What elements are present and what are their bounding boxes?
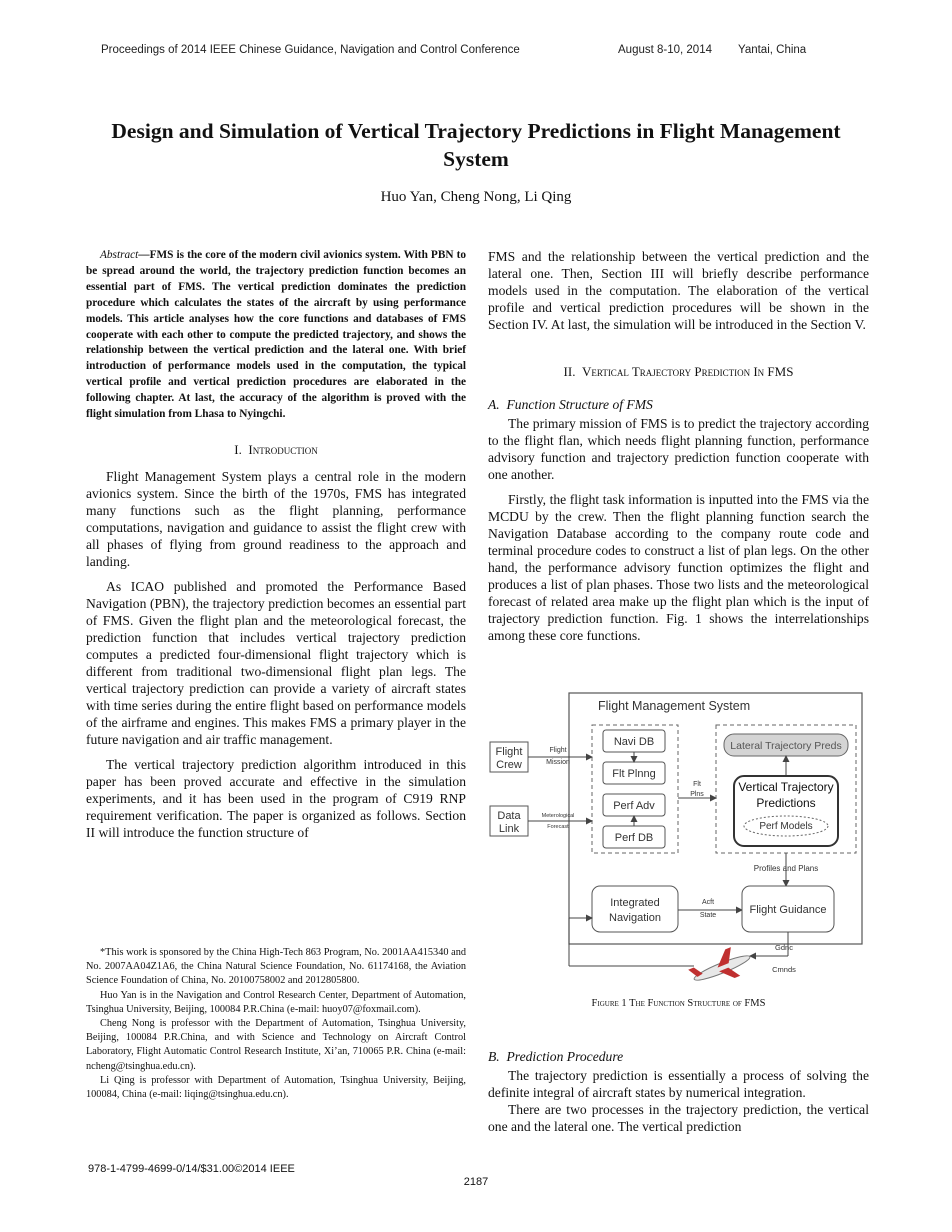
acft-state-label-1: Acft xyxy=(701,899,715,906)
subsection-a-body xyxy=(488,415,869,644)
footnote-author-2: Cheng Nong is professor with the Department of Automation, Tsinghua University, Beijing, 100084 P.R.China, and with Science and Technology on Aircraft Control Laboratory, Flight Automatic Control Research Institute, Xi’an, 710065 P.R. China (e-mail: ncheng@tsinghua.edu.cn). xyxy=(86,1018,466,1072)
meteorological-label-1: Meterological xyxy=(541,813,575,819)
page-number: 2187 xyxy=(463,1176,489,1188)
intro-paragraph-1: Flight Management System plays a central role in the modern avionics system. Since the birth of the 1970s, FMS has integrated many functions such as the flight planning, performance computations, navigation and guidance to assist the flight crew with all phases of flying from ground readiness to the approach and landing. xyxy=(86,468,466,569)
fms-function-structure-diagram xyxy=(488,688,869,988)
data-link-label-2: Link xyxy=(498,823,520,835)
meteorological-label-2: Forecast xyxy=(547,824,569,830)
intro-paragraph-2: As ICAO published and promoted the Performance Based Navigation (PBN), the trajectory prediction becomes an essential part of FMS. Given the flight plan and the meteorological forecast, the prediction function that includes vertical trajectory prediction computes a predicted four-dimensional flight trajectory which is different from traditional two-dimensional flight plan legs. The vertical trajectory prediction can provide a variety of aircraft states with time series during the entire flight based on performance models of the airframe and engines. This makes FMS a primary player in the future navigation and air traffic management. xyxy=(86,578,466,747)
conference-location: Yantai, China xyxy=(738,44,807,56)
integrated-navigation-label-2: Navigation xyxy=(609,912,661,924)
vertical-preds-label-1: Vertical Trajectory xyxy=(738,780,834,794)
subsection-a-paragraph-2: Firstly, the flight task information is inputted into the FMS via the MCDU by the crew. Then the flight planning function search the Navigation Database according to the company route code and terminal procedure codes to construct a list of plan legs. On the other hand, the performance advisory function optimizes the flight and produces a list of plan phases. Those two lists and the meteorological forecast of related area make up the flight plan which is the input of trajectory prediction function. Fig. 1 shows the interrelationships among these core functions. xyxy=(488,492,869,643)
abstract-label: Abstract xyxy=(100,249,139,261)
perf-db-label: Perf DB xyxy=(614,832,654,844)
integrated-navigation-box xyxy=(592,886,678,932)
conference-name: Proceedings of 2014 IEEE Chinese Guidance, Navigation and Control Conference xyxy=(101,44,520,56)
vertical-preds-label-2: Predictions xyxy=(756,796,816,810)
flt-plns-label-1: Flt xyxy=(693,781,701,788)
footnotes xyxy=(86,946,466,1102)
subsection-a-paragraph-1: The primary mission of FMS is to predict the trajectory according to the flight flan, which needs flight planning function, performance advisory function and trajectory prediction function cooperate with one another. xyxy=(488,416,869,482)
footnote-funding: *This work is sponsored by the China High-Tech 863 Program, No. 2001AA415340 and No. 2007AA04Z1A6, the China Natural Science Foundation, No. 61174168, the Aviation Science Foundation of China, No. 20100758002 and 2012805800. xyxy=(86,947,466,987)
subsection-b-paragraph-2: There are two processes in the trajectory prediction, the vertical one and the lateral one. The vertical prediction xyxy=(488,1102,869,1134)
aircraft-icon xyxy=(686,942,755,988)
footnote-author-1: Huo Yan is in the Navigation and Control Research Center, Department of Automation, Tsinghua University, Beijing, 100084 P.R.China (e-mail: huoy07@foxmail.com). xyxy=(86,989,466,1015)
copyright-notice: 978-1-4799-4699-0/14/$31.00©2014 IEEE xyxy=(88,1163,295,1175)
navi-db-label: Navi DB xyxy=(613,736,655,748)
left-column xyxy=(86,248,466,841)
subsection-heading-a: A. Function Structure of FMS xyxy=(488,397,653,412)
flight-mission-label-2: Mission xyxy=(546,759,570,766)
profiles-plans-label: Profiles and Plans xyxy=(753,864,819,873)
intro-continuation: FMS and the relationship between the vertical prediction and the lateral one. Then, Section III will briefly describe performance models used in the computation. The elaboration of the vertical profile and vertical prediction procedures will be shown in the Section IV. At last, the simulation will be introduced in the Section V. xyxy=(488,249,869,332)
section-heading-intro: I. Introduction xyxy=(234,441,318,457)
flight-crew-label-1: Flight xyxy=(495,746,523,758)
subsection-b-paragraph-1: The trajectory prediction is essentially a process of solving the definite integral of aircraft states by numerical integration. xyxy=(488,1068,869,1100)
flt-plns-label-2: Plns xyxy=(690,791,704,798)
paper-authors: Huo Yan, Cheng Nong, Li Qing xyxy=(380,189,572,205)
section-heading-ii: II. Vertical Trajectory Prediction In FMS xyxy=(563,364,794,379)
guidance-commands-label-2: Cmnds xyxy=(772,965,796,974)
abstract xyxy=(86,248,466,423)
conference-date: August 8-10, 2014 xyxy=(618,44,712,56)
flight-mission-label-1: Flight xyxy=(549,747,567,754)
intro-body xyxy=(86,468,466,841)
fms-title: Flight Management System xyxy=(598,699,751,713)
figure-caption: Figure 1 The Function Structure of FMS xyxy=(591,998,766,1009)
guidance-commands-label-1: Gdnc xyxy=(775,943,793,952)
intro-paragraph-3: The vertical trajectory prediction algorithm introduced in this paper has been proved accurate and effective in the simulation experiments, and it has been used in the program of C919 RNP requirement verification. The paper is organized as follows. Section II will introduce the function structure of xyxy=(86,756,466,840)
data-link-label-1: Data xyxy=(497,810,521,822)
acft-state-label-2: State xyxy=(699,912,717,919)
subsection-heading-b: B. Prediction Procedure xyxy=(488,1049,624,1064)
integrated-navigation-label-1: Integrated xyxy=(610,897,660,909)
right-column xyxy=(488,248,869,644)
flight-crew-label-2: Crew xyxy=(496,759,522,771)
figure-1 xyxy=(488,688,869,988)
abstract-text: —FMS is the core of the modern civil avionics system. With PBN to be spread around the world, the trajectory prediction function becomes an essential part of FMS. The vertical prediction dominates the prediction procedure which calculates the states of the aircraft by using performance models. This article analyses how the core functions and databases of FMS cooperate with each other to compute the predicted trajectory, and shows the relationship between the vertical prediction and the lateral one. With brief introduction of performance models used in the computation, the typical vertical profile and vertical prediction procedures are elaborated in the following chapter. At last, the accuracy of the algorithm is proved with the flight simulation from Lhasa to Nyingchi. xyxy=(86,249,466,421)
lateral-preds-label: Lateral Trajectory Preds xyxy=(730,740,842,752)
flight-guidance-label: Flight Guidance xyxy=(749,904,827,916)
paper-title: Design and Simulation of Vertical Trajectory Predictions in Flight Management System xyxy=(111,119,841,171)
flt-plnng-label: Flt Plnng xyxy=(612,768,656,780)
subsection-b xyxy=(488,1048,869,1135)
perf-models-label: Perf Models xyxy=(759,821,813,832)
footnote-author-3: Li Qing is professor with Department of Automation, Tsinghua University, Beijing, 100084, China (e-mail: liqing@tsinghua.edu.cn). xyxy=(86,1074,466,1101)
perf-adv-label: Perf Adv xyxy=(613,800,655,812)
